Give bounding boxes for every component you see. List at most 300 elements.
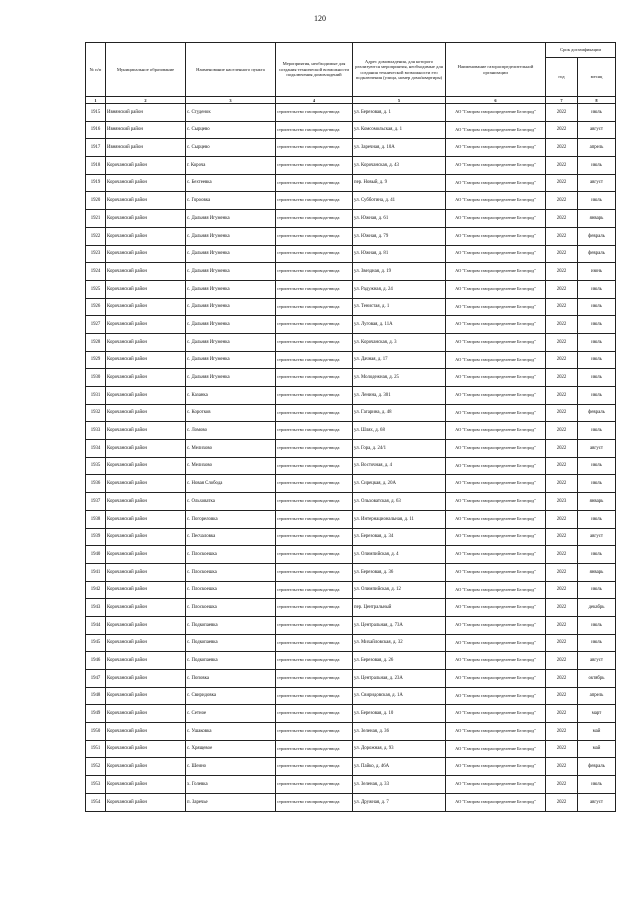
municipality-cell: Корочанский район <box>106 174 186 192</box>
organization-cell: АО "Газпром газораспределение Белгород" <box>446 422 546 440</box>
table-row <box>86 121 616 139</box>
settlement-cell: с. Плоскоешка <box>186 563 276 581</box>
table-row <box>86 705 616 723</box>
settlement-cell: с. Дальняя Игуменка <box>186 245 276 263</box>
row-number: 1931 <box>86 387 106 405</box>
table-row <box>86 510 616 528</box>
row-number: 1950 <box>86 723 106 741</box>
municipality-cell: Корочанский район <box>106 298 186 316</box>
year-cell: 2022 <box>546 776 578 794</box>
measures-cell: строительство газопровода-ввода <box>276 528 353 546</box>
table-row <box>86 210 616 228</box>
settlement-cell: с. Дальняя Игуменка <box>186 369 276 387</box>
settlement-cell: с. Казанка <box>186 387 276 405</box>
year-cell: 2022 <box>546 104 578 122</box>
municipality-cell: Ивнянский район <box>106 104 186 122</box>
settlement-cell: с. Новая Слобода <box>186 475 276 493</box>
settlement-cell: с. Коротков <box>186 404 276 422</box>
measures-cell: строительство газопровода-ввода <box>276 227 353 245</box>
month-cell: июль <box>578 192 616 210</box>
address-cell: ул. Молодежная, д. 25 <box>353 369 446 387</box>
organization-cell: АО "Газпром газораспределение Белгород" <box>446 528 546 546</box>
settlement-cell: с. Погореловка <box>186 510 276 528</box>
month-cell: декабрь <box>578 599 616 617</box>
measures-cell: строительство газопровода-ввода <box>276 776 353 794</box>
address-cell: ул. Пайко, д. 46А <box>353 758 446 776</box>
organization-cell: АО "Газпром газораспределение Белгород" <box>446 493 546 511</box>
month-cell: август <box>578 652 616 670</box>
year-cell: 2022 <box>546 475 578 493</box>
table-row <box>86 422 616 440</box>
table-row <box>86 616 616 634</box>
settlement-cell: с. Дальняя Игуменка <box>186 263 276 281</box>
municipality-cell: Корочанский район <box>106 316 186 334</box>
municipality-cell: Корочанский район <box>106 263 186 281</box>
address-cell: ул. Михайловская, д. 32 <box>353 634 446 652</box>
address-cell: ул. Корочанская, д. 3 <box>353 333 446 351</box>
table-row <box>86 263 616 281</box>
municipality-cell: Корочанский район <box>106 740 186 758</box>
header-deadline: Срок догазификации <box>546 43 616 58</box>
year-cell: 2022 <box>546 581 578 599</box>
municipality-cell: Корочанский район <box>106 546 186 564</box>
municipality-cell: Корочанский район <box>106 793 186 811</box>
year-cell: 2022 <box>546 263 578 281</box>
organization-cell: АО "Газпром газораспределение Белгород" <box>446 404 546 422</box>
measures-cell: строительство газопровода-ввода <box>276 387 353 405</box>
measures-cell: строительство газопровода-ввода <box>276 581 353 599</box>
organization-cell: АО "Газпром газораспределение Белгород" <box>446 510 546 528</box>
row-number: 1923 <box>86 245 106 263</box>
organization-cell: АО "Газпром газораспределение Белгород" <box>446 475 546 493</box>
table-row <box>86 528 616 546</box>
year-cell: 2022 <box>546 687 578 705</box>
settlement-cell: с. Сетное <box>186 705 276 723</box>
month-cell: февраль <box>578 404 616 422</box>
table-row <box>86 475 616 493</box>
organization-cell: АО "Газпром газораспределение Белгород" <box>446 599 546 617</box>
address-cell: ул. Комсомольская, д. 1 <box>353 121 446 139</box>
settlement-cell: с. Песчаловка <box>186 528 276 546</box>
year-cell: 2022 <box>546 139 578 157</box>
table-row <box>86 793 616 811</box>
year-cell: 2022 <box>546 422 578 440</box>
address-cell: ул. Дорожная, д. 93 <box>353 740 446 758</box>
year-cell: 2022 <box>546 793 578 811</box>
row-number: 1917 <box>86 139 106 157</box>
municipality-cell: Корочанский район <box>106 528 186 546</box>
address-cell: ул. Гагарина, д. 48 <box>353 404 446 422</box>
month-cell: апрель <box>578 139 616 157</box>
settlement-cell: с. Сырцево <box>186 139 276 157</box>
table-row <box>86 457 616 475</box>
measures-cell: строительство газопровода-ввода <box>276 104 353 122</box>
row-number: 1938 <box>86 510 106 528</box>
table-row <box>86 157 616 175</box>
column-number: 2 <box>106 97 186 104</box>
municipality-cell: Корочанский район <box>106 387 186 405</box>
measures-cell: строительство газопровода-ввода <box>276 280 353 298</box>
month-cell: июль <box>578 333 616 351</box>
municipality-cell: Корочанский район <box>106 493 186 511</box>
row-number: 1953 <box>86 776 106 794</box>
measures-cell: строительство газопровода-ввода <box>276 298 353 316</box>
table-row <box>86 599 616 617</box>
year-cell: 2022 <box>546 599 578 617</box>
organization-cell: АО "Газпром газораспределение Белгород" <box>446 387 546 405</box>
year-cell: 2022 <box>546 351 578 369</box>
table-row <box>86 104 616 122</box>
municipality-cell: Корочанский район <box>106 227 186 245</box>
settlement-cell: с. Бехтеевка <box>186 174 276 192</box>
header-municipality: Муниципальное образование <box>106 43 186 97</box>
table-row <box>86 174 616 192</box>
organization-cell: АО "Газпром газораспределение Белгород" <box>446 705 546 723</box>
row-number: 1942 <box>86 581 106 599</box>
address-cell: ул. Луговая, д. 11А <box>353 316 446 334</box>
settlement-cell: с. Шеино <box>186 758 276 776</box>
month-cell: июль <box>578 475 616 493</box>
row-number: 1949 <box>86 705 106 723</box>
measures-cell: строительство газопровода-ввода <box>276 192 353 210</box>
organization-cell: АО "Газпром газораспределение Белгород" <box>446 758 546 776</box>
month-cell: март <box>578 705 616 723</box>
table-row <box>86 404 616 422</box>
month-cell: февраль <box>578 245 616 263</box>
row-number: 1948 <box>86 687 106 705</box>
organization-cell: АО "Газпром газораспределение Белгород" <box>446 369 546 387</box>
year-cell: 2022 <box>546 227 578 245</box>
municipality-cell: Корочанский район <box>106 280 186 298</box>
organization-cell: АО "Газпром газораспределение Белгород" <box>446 139 546 157</box>
year-cell: 2022 <box>546 670 578 688</box>
header-settlement: Наименование населенного пункта <box>186 43 276 97</box>
month-cell: август <box>578 440 616 458</box>
year-cell: 2022 <box>546 758 578 776</box>
year-cell: 2022 <box>546 546 578 564</box>
measures-cell: строительство газопровода-ввода <box>276 563 353 581</box>
row-number: 1918 <box>86 157 106 175</box>
address-cell: ул. Свиридовская, д. 1А <box>353 687 446 705</box>
municipality-cell: Корочанский район <box>106 351 186 369</box>
settlement-cell: с. Дальняя Игуменка <box>186 298 276 316</box>
row-number: 1930 <box>86 369 106 387</box>
measures-cell: строительство газопровода-ввода <box>276 316 353 334</box>
year-cell: 2022 <box>546 652 578 670</box>
organization-cell: АО "Газпром газораспределение Белгород" <box>446 634 546 652</box>
measures-cell: строительство газопровода-ввода <box>276 121 353 139</box>
organization-cell: АО "Газпром газораспределение Белгород" <box>446 104 546 122</box>
year-cell: 2022 <box>546 510 578 528</box>
year-cell: 2022 <box>546 333 578 351</box>
address-cell: ул. Ленина, д. 301 <box>353 387 446 405</box>
table-row <box>86 723 616 741</box>
table-row <box>86 316 616 334</box>
settlement-cell: с. Дальняя Игуменка <box>186 227 276 245</box>
year-cell: 2022 <box>546 157 578 175</box>
municipality-cell: Корочанский район <box>106 581 186 599</box>
settlement-cell: с. Ольховатка <box>186 493 276 511</box>
month-cell: июль <box>578 510 616 528</box>
row-number: 1935 <box>86 457 106 475</box>
settlement-cell: п. Заречье <box>186 793 276 811</box>
address-cell: ул. Тенистая, д. 1 <box>353 298 446 316</box>
organization-cell: АО "Газпром газораспределение Белгород" <box>446 440 546 458</box>
settlement-cell: с. Подкопаевка <box>186 652 276 670</box>
month-cell: июль <box>578 581 616 599</box>
table-row <box>86 387 616 405</box>
month-cell: февраль <box>578 227 616 245</box>
organization-cell: АО "Газпром газораспределение Белгород" <box>446 316 546 334</box>
address-cell: ул. Березовая, д. 10 <box>353 705 446 723</box>
year-cell: 2022 <box>546 457 578 475</box>
organization-cell: АО "Газпром газораспределение Белгород" <box>446 174 546 192</box>
settlement-cell: с. Сырцево <box>186 121 276 139</box>
year-cell: 2022 <box>546 634 578 652</box>
address-cell: ул. Гора, д. 24/1 <box>353 440 446 458</box>
address-cell: ул. Ольховатская, д. 63 <box>353 493 446 511</box>
organization-cell: АО "Газпром газораспределение Белгород" <box>446 563 546 581</box>
table-row <box>86 652 616 670</box>
row-number: 1951 <box>86 740 106 758</box>
organization-cell: АО "Газпром газораспределение Белгород" <box>446 351 546 369</box>
organization-cell: АО "Газпром газораспределение Белгород" <box>446 776 546 794</box>
measures-cell: строительство газопровода-ввода <box>276 174 353 192</box>
organization-cell: АО "Газпром газораспределение Белгород" <box>446 245 546 263</box>
column-number: 4 <box>276 97 353 104</box>
month-cell: июль <box>578 298 616 316</box>
year-cell: 2022 <box>546 210 578 228</box>
organization-cell: АО "Газпром газораспределение Белгород" <box>446 581 546 599</box>
month-cell: август <box>578 121 616 139</box>
row-number: 1944 <box>86 616 106 634</box>
address-cell: ул. Радужная, д. 24 <box>353 280 446 298</box>
table-row <box>86 493 616 511</box>
organization-cell: АО "Газпром газораспределение Белгород" <box>446 121 546 139</box>
table-row <box>86 227 616 245</box>
settlement-cell: с. Дальняя Игуменка <box>186 316 276 334</box>
gasification-table <box>85 42 616 812</box>
measures-cell: строительство газопровода-ввода <box>276 457 353 475</box>
column-number: 3 <box>186 97 276 104</box>
municipality-cell: Корочанский район <box>106 422 186 440</box>
header-num: № п/п <box>86 43 106 97</box>
page-number: 120 <box>314 14 326 23</box>
municipality-cell: Корочанский район <box>106 210 186 228</box>
year-cell: 2022 <box>546 440 578 458</box>
settlement-cell: с. Ушаковка <box>186 723 276 741</box>
municipality-cell: Корочанский район <box>106 563 186 581</box>
table-row <box>86 776 616 794</box>
column-number: 8 <box>578 97 616 104</box>
table-row <box>86 670 616 688</box>
table-row <box>86 581 616 599</box>
measures-cell: строительство газопровода-ввода <box>276 475 353 493</box>
municipality-cell: Корочанский район <box>106 440 186 458</box>
month-cell: июль <box>578 546 616 564</box>
settlement-cell: с. Мелихово <box>186 440 276 458</box>
measures-cell: строительство газопровода-ввода <box>276 546 353 564</box>
settlement-cell: с. Студенок <box>186 104 276 122</box>
column-number: 7 <box>546 97 578 104</box>
measures-cell: строительство газопровода-ввода <box>276 599 353 617</box>
row-number: 1925 <box>86 280 106 298</box>
measures-cell: строительство газопровода-ввода <box>276 440 353 458</box>
address-cell: ул. Южная, д. 61 <box>353 210 446 228</box>
year-cell: 2022 <box>546 740 578 758</box>
month-cell: июль <box>578 776 616 794</box>
address-cell: ул. Звездная, д. 19 <box>353 263 446 281</box>
municipality-cell: Корочанский район <box>106 670 186 688</box>
measures-cell: строительство газопровода-ввода <box>276 793 353 811</box>
address-cell: ул. Зеленая, д. 36 <box>353 723 446 741</box>
year-cell: 2022 <box>546 369 578 387</box>
month-cell: январь <box>578 493 616 511</box>
organization-cell: АО "Газпром газораспределение Белгород" <box>446 333 546 351</box>
row-number: 1933 <box>86 422 106 440</box>
measures-cell: строительство газопровода-ввода <box>276 404 353 422</box>
row-number: 1939 <box>86 528 106 546</box>
measures-cell: строительство газопровода-ввода <box>276 369 353 387</box>
year-cell: 2022 <box>546 563 578 581</box>
settlement-cell: с. Подкопаевка <box>186 634 276 652</box>
organization-cell: АО "Газпром газораспределение Белгород" <box>446 670 546 688</box>
address-cell: пер. Центральный <box>353 599 446 617</box>
measures-cell: строительство газопровода-ввода <box>276 493 353 511</box>
address-cell: ул. Березовая, д. 36 <box>353 563 446 581</box>
address-cell: ул. Заречная, д. 10А <box>353 139 446 157</box>
municipality-cell: Корочанский район <box>106 245 186 263</box>
table-row <box>86 634 616 652</box>
municipality-cell: Корочанский район <box>106 723 186 741</box>
month-cell: май <box>578 723 616 741</box>
header-address: Адрес домовладения, для которого реализуются мероприятия, необходимые для создания технической возможности его подключения (улица, номер дома/квартиры) <box>353 43 446 97</box>
address-cell: ул. Березовая, д. 26 <box>353 652 446 670</box>
settlement-cell: с. Плоскоешка <box>186 546 276 564</box>
municipality-cell: Корочанский район <box>106 333 186 351</box>
row-number: 1926 <box>86 298 106 316</box>
municipality-cell: Корочанский район <box>106 369 186 387</box>
address-cell: ул. Олимпийская, д. 4 <box>353 546 446 564</box>
year-cell: 2022 <box>546 387 578 405</box>
month-cell: август <box>578 174 616 192</box>
column-number: 5 <box>353 97 446 104</box>
measures-cell: строительство газопровода-ввода <box>276 705 353 723</box>
address-cell: пер. Новый, д. 9 <box>353 174 446 192</box>
organization-cell: АО "Газпром газораспределение Белгород" <box>446 616 546 634</box>
municipality-cell: Ивнянский район <box>106 139 186 157</box>
table-row <box>86 298 616 316</box>
table-row <box>86 369 616 387</box>
organization-cell: АО "Газпром газораспределение Белгород" <box>446 210 546 228</box>
year-cell: 2022 <box>546 316 578 334</box>
month-cell: январь <box>578 210 616 228</box>
address-cell: ул. Центральная, д. 73А <box>353 616 446 634</box>
row-number: 1937 <box>86 493 106 511</box>
header-year: год <box>546 58 578 97</box>
row-number: 1916 <box>86 121 106 139</box>
row-number: 1929 <box>86 351 106 369</box>
organization-cell: АО "Газпром газораспределение Белгород" <box>446 687 546 705</box>
address-cell: ул. Шлях, д. 68 <box>353 422 446 440</box>
row-number: 1934 <box>86 440 106 458</box>
organization-cell: АО "Газпром газораспределение Белгород" <box>446 723 546 741</box>
row-number: 1952 <box>86 758 106 776</box>
row-number: 1946 <box>86 652 106 670</box>
year-cell: 2022 <box>546 616 578 634</box>
municipality-cell: Ивнянский район <box>106 121 186 139</box>
settlement-cell: х. Голевка <box>186 776 276 794</box>
municipality-cell: Корочанский район <box>106 404 186 422</box>
measures-cell: строительство газопровода-ввода <box>276 740 353 758</box>
municipality-cell: Корочанский район <box>106 192 186 210</box>
settlement-cell: с. Ломово <box>186 422 276 440</box>
year-cell: 2022 <box>546 705 578 723</box>
municipality-cell: Корочанский район <box>106 687 186 705</box>
address-cell: ул. Интернациональная, д. 11 <box>353 510 446 528</box>
row-number: 1920 <box>86 192 106 210</box>
settlement-cell: с. Дальняя Игуменка <box>186 210 276 228</box>
settlement-cell: с. Плоскоешка <box>186 581 276 599</box>
row-number: 1947 <box>86 670 106 688</box>
organization-cell: АО "Газпром газораспределение Белгород" <box>446 157 546 175</box>
address-cell: ул. Корочанская, д. 43 <box>353 157 446 175</box>
year-cell: 2022 <box>546 192 578 210</box>
row-number: 1954 <box>86 793 106 811</box>
table-row <box>86 351 616 369</box>
address-cell: ул. Субботина, д. 41 <box>353 192 446 210</box>
month-cell: август <box>578 793 616 811</box>
table-row <box>86 139 616 157</box>
address-cell: ул. Восточная, д. 4 <box>353 457 446 475</box>
municipality-cell: Корочанский район <box>106 652 186 670</box>
municipality-cell: Корочанский район <box>106 616 186 634</box>
settlement-cell: с. Дальняя Игуменка <box>186 333 276 351</box>
month-cell: апрель <box>578 687 616 705</box>
address-cell: ул. Дачная, д. 17 <box>353 351 446 369</box>
header-measures: Мероприятия, необходимые для создания технической возможности подключения домовладений <box>276 43 353 97</box>
table-row <box>86 563 616 581</box>
table-row <box>86 546 616 564</box>
header-month: месяц <box>578 58 616 97</box>
table-row <box>86 758 616 776</box>
organization-cell: АО "Газпром газораспределение Белгород" <box>446 192 546 210</box>
month-cell: январь <box>578 563 616 581</box>
organization-cell: АО "Газпром газораспределение Белгород" <box>446 546 546 564</box>
municipality-cell: Корочанский район <box>106 157 186 175</box>
month-cell: июль <box>578 422 616 440</box>
settlement-cell: с. Гороовка <box>186 192 276 210</box>
settlement-cell: с. Дальняя Игуменка <box>186 351 276 369</box>
organization-cell: АО "Газпром газораспределение Белгород" <box>446 280 546 298</box>
municipality-cell: Корочанский район <box>106 457 186 475</box>
address-cell: ул. Олимпийская, д. 12 <box>353 581 446 599</box>
year-cell: 2022 <box>546 121 578 139</box>
row-number: 1928 <box>86 333 106 351</box>
column-number: 1 <box>86 97 106 104</box>
year-cell: 2022 <box>546 404 578 422</box>
row-number: 1927 <box>86 316 106 334</box>
table-row <box>86 245 616 263</box>
address-cell: ул. Сирецкая, д. 20А <box>353 475 446 493</box>
organization-cell: АО "Газпром газораспределение Белгород" <box>446 740 546 758</box>
table-row <box>86 440 616 458</box>
month-cell: февраль <box>578 758 616 776</box>
address-cell: ул. Центральная, д. 23А <box>353 670 446 688</box>
measures-cell: строительство газопровода-ввода <box>276 157 353 175</box>
year-cell: 2023 <box>546 493 578 511</box>
month-cell: июль <box>578 157 616 175</box>
